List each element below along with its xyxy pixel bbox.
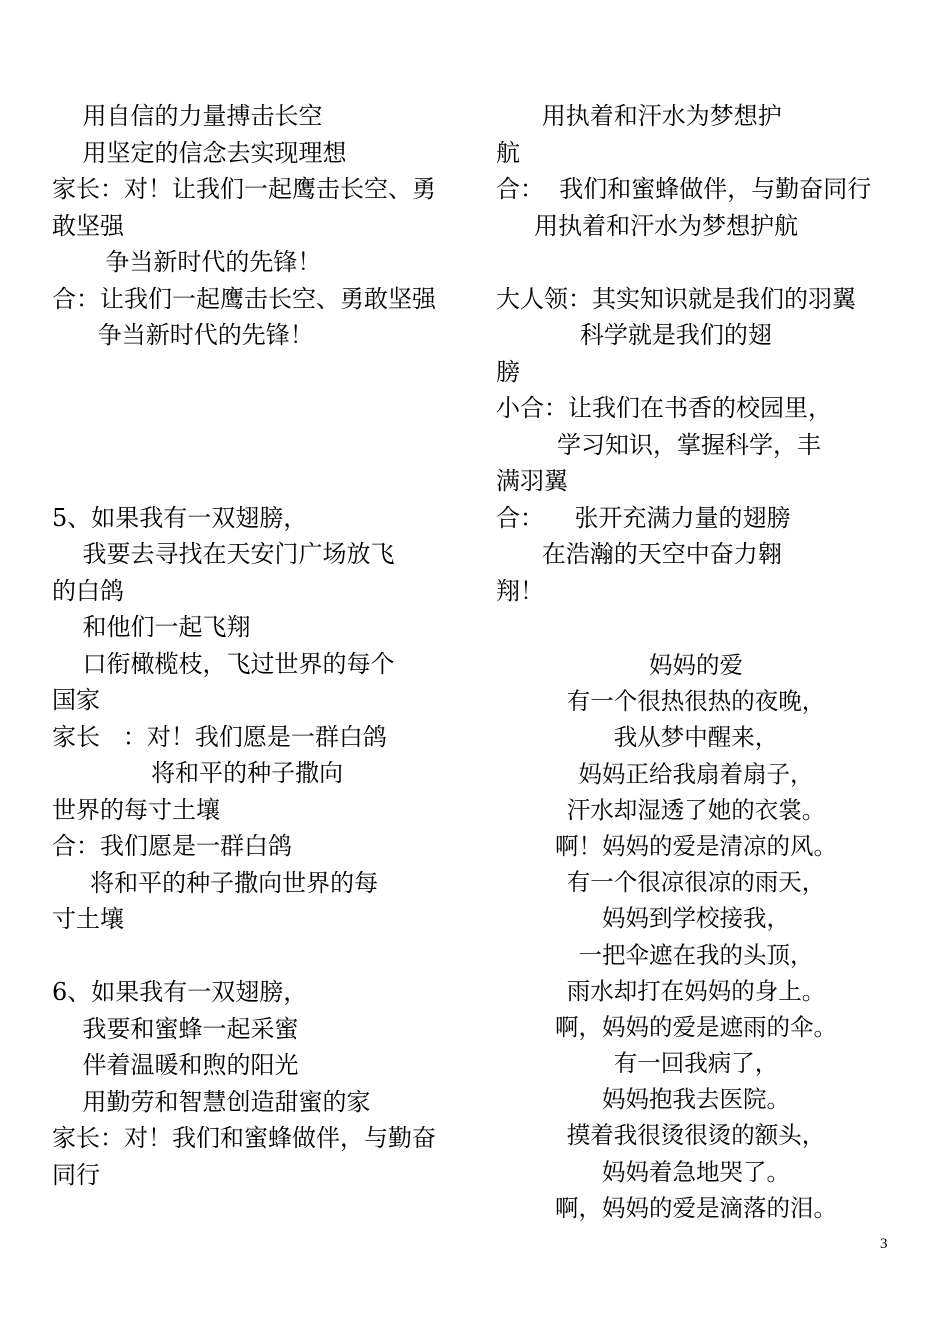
text-line: 用勤劳和智慧创造甜蜜的家	[52, 1087, 371, 1116]
text-line: 用执着和汗水为梦想护航	[496, 211, 799, 240]
text-line: 科学就是我们的翅	[496, 321, 772, 349]
text-line: 世界的每寸土壤	[52, 795, 220, 824]
text-line: 争当新时代的先锋！	[52, 321, 314, 349]
text-line: 我要和蜜蜂一起采蜜	[52, 1014, 299, 1043]
text-line: 家长 ：对！我们愿是一群白鸽	[52, 722, 387, 751]
blank-line	[496, 244, 901, 281]
text-line: 用自信的力量搏击长空	[52, 102, 323, 130]
text-line: 翔！	[496, 576, 544, 605]
text-line: 膀	[496, 357, 520, 386]
poem-line: 一把伞遮在我的头顶，	[578, 940, 814, 969]
text-line: 寸土壤	[52, 905, 124, 933]
text-line: 将和平的种子撒向世界的每	[52, 868, 379, 897]
poem-line: 啊，妈妈的爱是遮雨的伞。	[555, 1012, 837, 1041]
poem-title: 妈妈的爱	[649, 651, 743, 679]
text-line: 合：让我们一起鹰击长空、勇敢坚强	[52, 284, 436, 313]
poem-line: 我从梦中醒来，	[613, 723, 779, 752]
blank-line	[52, 427, 462, 464]
text-line: 同行	[52, 1160, 100, 1189]
poem-line: 妈妈抱我去医院。	[602, 1085, 790, 1114]
poem-line: 雨水却打在妈妈的身上。	[566, 976, 826, 1005]
poem-line: 啊，妈妈的爱是滴落的泪。	[555, 1193, 837, 1222]
poem-line: 汗水却湿透了她的衣裳。	[566, 795, 826, 824]
text-line: 用坚定的信念去实现理想	[52, 138, 347, 167]
section-heading-5: 5、如果我有一双翅膀，	[52, 503, 308, 532]
poem-line: 有一个很热很热的夜晚，	[566, 687, 826, 716]
text-line: 争当新时代的先锋！	[52, 248, 322, 276]
text-line: 口衔橄榄枝，飞过世界的每个	[52, 649, 395, 678]
text-line: 学习知识，掌握科学，丰	[496, 430, 822, 459]
poem-line: 妈妈着急地哭了。	[602, 1157, 790, 1186]
text-line: 航	[496, 138, 520, 167]
text-line: 合：我们愿是一群白鸽	[52, 832, 292, 860]
poem-line: 啊！妈妈的爱是清凉的风。	[555, 831, 837, 860]
poem-line: 有一个很凉很凉的雨天，	[566, 868, 826, 897]
text-line: 大人领：其实知识就是我们的羽翼	[496, 284, 856, 313]
poem-line: 摸着我很烫很烫的额头，	[566, 1121, 826, 1150]
text-line: 合： 我们和蜜蜂做伴，与勤奋同行	[496, 175, 872, 203]
text-line: 我要去寻找在天安门广场放飞	[52, 540, 395, 568]
blank-line	[52, 390, 462, 427]
blank-line	[52, 463, 462, 500]
text-line: 伴着温暖和煦的阳光	[52, 1051, 299, 1079]
text-line: 家长：对！让我们一起鹰击长空、勇	[52, 175, 436, 203]
text-line: 在浩瀚的天空中奋力翱	[496, 540, 782, 568]
text-line: 小合：让我们在书香的校园里，	[496, 394, 832, 422]
text-line: 国家	[52, 686, 100, 714]
poem-line: 有一回我病了，	[613, 1049, 779, 1078]
poem-line: 妈妈到学校接我，	[602, 904, 790, 933]
poem-mothers-love	[510, 647, 882, 1226]
poem-line: 妈妈正给我扇着扇子，	[578, 759, 814, 788]
blank-line	[52, 354, 462, 391]
text-line: 将和平的种子撒向	[52, 759, 344, 787]
page-number: 3	[880, 1236, 888, 1252]
blank-line	[52, 938, 462, 975]
text-line: 的白鸽	[52, 576, 124, 605]
text-line: 敢坚强	[52, 211, 124, 240]
text-line: 家长：对！我们和蜜蜂做伴，与勤奋	[52, 1124, 436, 1152]
text-line: 和他们一起飞翔	[52, 613, 251, 641]
text-line: 合： 张开充满力量的翅膀	[496, 503, 791, 532]
text-line: 用执着和汗水为梦想护	[496, 102, 782, 130]
right-column	[496, 98, 901, 609]
section-heading-6: 6、如果我有一双翅膀，	[52, 978, 308, 1006]
left-column	[52, 98, 462, 1193]
text-line: 满羽翼	[496, 467, 568, 495]
